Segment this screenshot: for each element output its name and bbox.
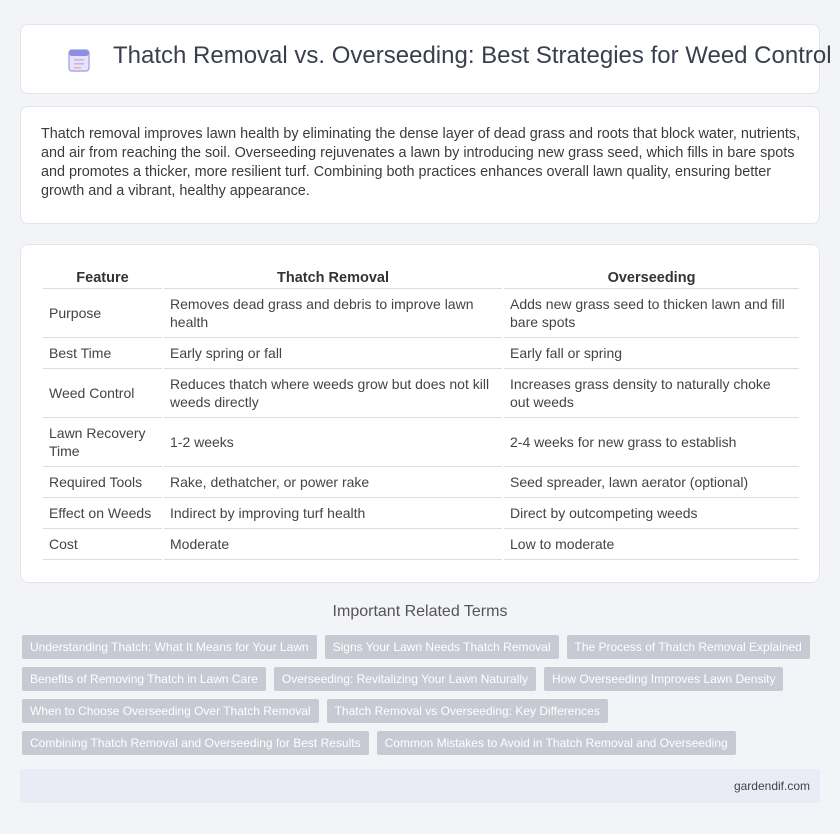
tag-row [22, 635, 822, 659]
table-row [43, 418, 799, 467]
comparison-table [41, 265, 801, 560]
table-header-row [43, 265, 799, 289]
table-cell: Weed Control [43, 369, 162, 418]
table-cell: Early spring or fall [164, 338, 502, 369]
table-cell: Reduces thatch where weeds grow but does not kill weeds directly [164, 369, 502, 418]
table-cell: Required Tools [43, 467, 162, 498]
table-cell: Cost [43, 529, 162, 560]
table-cell: Best Time [43, 338, 162, 369]
table-cell: Low to moderate [504, 529, 799, 560]
document-icon [66, 47, 92, 73]
table-cell: Adds new grass seed to thicken lawn and fill bare spots [504, 289, 799, 338]
related-term-tag[interactable]: The Process of Thatch Removal Explained [567, 635, 810, 659]
column-header-thatch-removal: Thatch Removal [164, 265, 502, 289]
table-row [43, 369, 799, 418]
intro-card [20, 106, 820, 224]
site-domain-link[interactable]: gardendif.com [733, 779, 810, 793]
table-cell: Effect on Weeds [43, 498, 162, 529]
table-cell: 2-4 weeks for new grass to establish [504, 418, 799, 467]
related-term-tag[interactable]: Overseeding: Revitalizing Your Lawn Naturally [274, 667, 536, 691]
tag-row [22, 731, 822, 755]
table-row [43, 289, 799, 338]
table-cell: Purpose [43, 289, 162, 338]
footer-bar [20, 769, 820, 803]
related-terms-title: Important Related Terms [332, 603, 508, 620]
table-cell: Increases grass density to naturally choke out weeds [504, 369, 799, 418]
related-term-tag[interactable]: How Overseeding Improves Lawn Density [544, 667, 783, 691]
table-cell: Seed spreader, lawn aerator (optional) [504, 467, 799, 498]
related-term-tag[interactable]: Benefits of Removing Thatch in Lawn Care [22, 667, 266, 691]
table-row [43, 529, 799, 560]
table-row [43, 338, 799, 369]
related-term-tag[interactable]: Thatch Removal vs Overseeding: Key Differences [327, 699, 608, 723]
column-header-overseeding: Overseeding [504, 265, 799, 289]
table-cell: Moderate [164, 529, 502, 560]
header-card [20, 24, 832, 94]
table-cell: Rake, dethatcher, or power rake [164, 467, 502, 498]
table-row [43, 498, 799, 529]
related-term-tag[interactable]: Common Mistakes to Avoid in Thatch Removal and Overseeding [377, 731, 736, 755]
related-term-tag[interactable]: Signs Your Lawn Needs Thatch Removal [325, 635, 559, 659]
comparison-table-card [20, 244, 820, 583]
table-cell: Removes dead grass and debris to improve lawn health [164, 289, 502, 338]
table-cell: Lawn Recovery Time [43, 418, 162, 467]
table-row [43, 467, 799, 498]
related-term-tag[interactable]: Understanding Thatch: What It Means for Your Lawn [22, 635, 317, 659]
column-header-feature: Feature [43, 265, 162, 289]
table-cell: 1-2 weeks [164, 418, 502, 467]
related-term-tag[interactable]: Combining Thatch Removal and Overseeding for Best Results [22, 731, 369, 755]
page-title: Thatch Removal vs. Overseeding: Best Strategies for Weed Control [113, 42, 832, 69]
related-terms-list [22, 635, 822, 763]
intro-paragraph: Thatch removal improves lawn health by eliminating the dense layer of dead grass and roots that block water, nutrients, and air from reaching the soil. Overseeding rejuvenates a lawn by introducing new grass seed, which fills in bare spots and promotes a thicker, more resilient turf. Combining both practices enhances overall lawn quality, ensuring better growth and a vibrant, healthy appearance. [41, 126, 801, 199]
related-term-tag[interactable]: When to Choose Overseeding Over Thatch Removal [22, 699, 319, 723]
table-cell: Direct by outcompeting weeds [504, 498, 799, 529]
table-cell: Early fall or spring [504, 338, 799, 369]
tag-row [22, 699, 822, 723]
table-cell: Indirect by improving turf health [164, 498, 502, 529]
tag-row [22, 667, 822, 691]
